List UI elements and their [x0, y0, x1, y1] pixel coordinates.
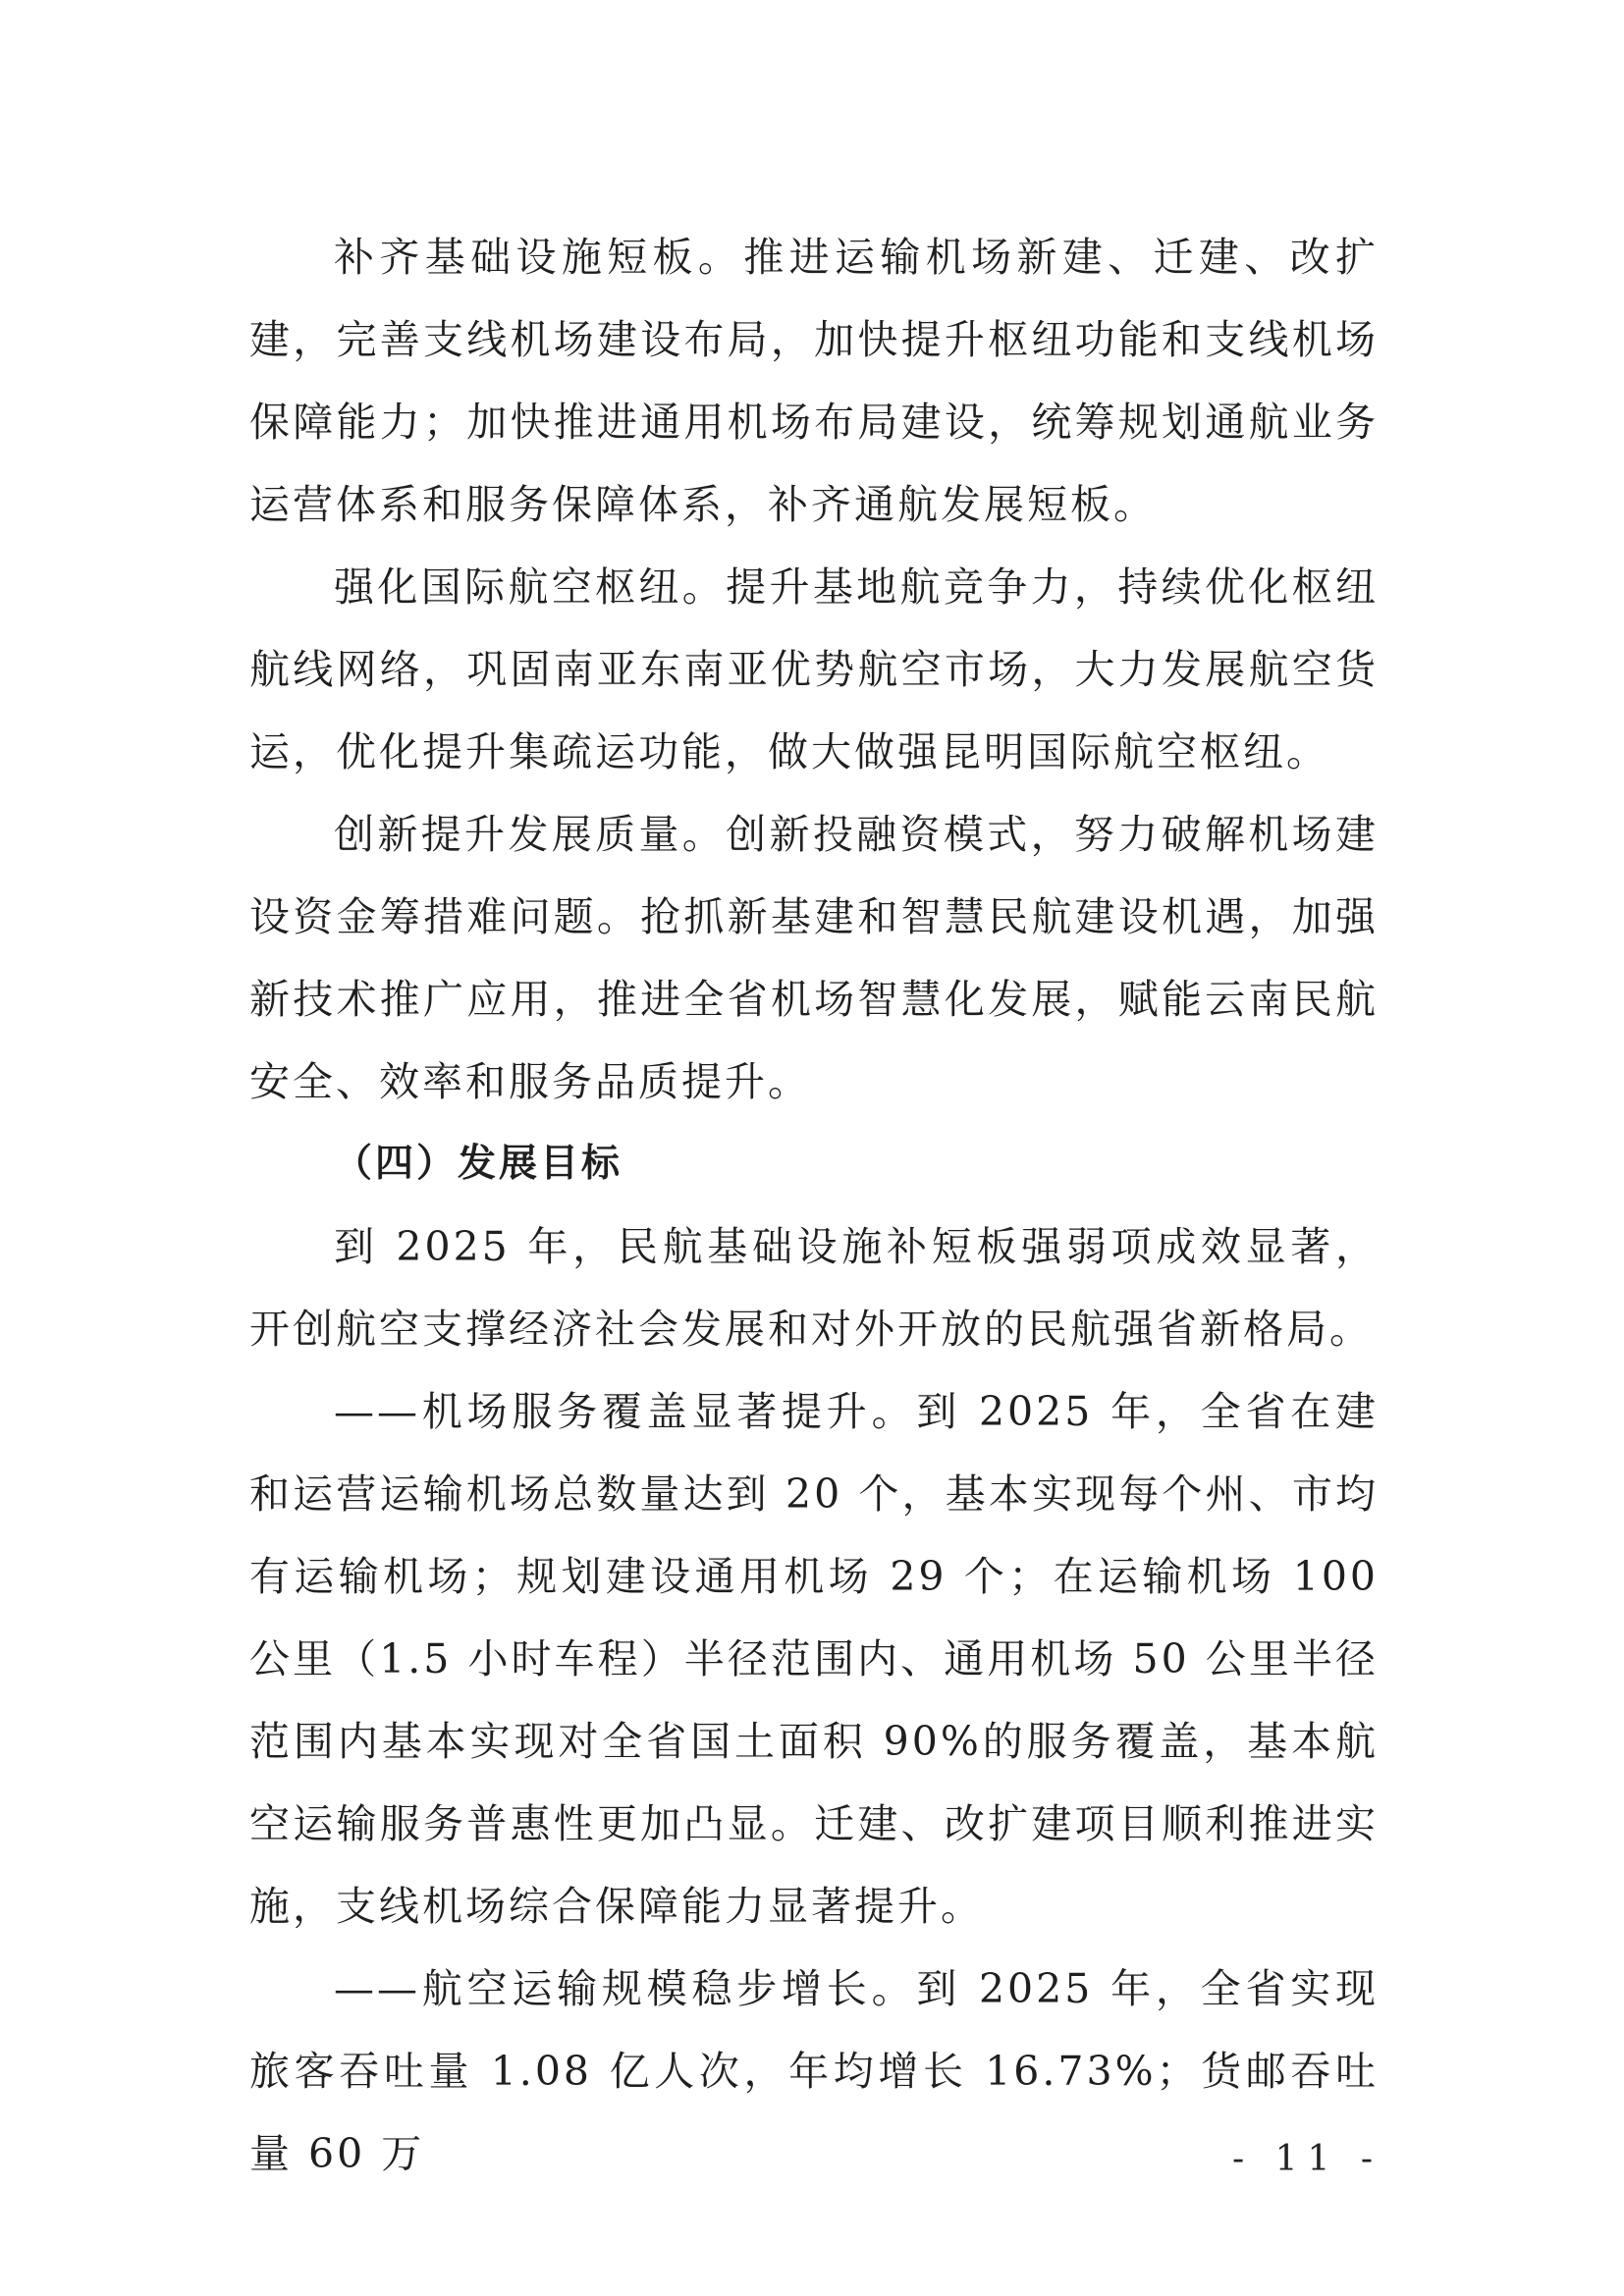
- document-body: [249, 216, 1379, 2195]
- paragraph-goal-intro: 到 2025 年，民航基础设施补短板强弱项成效显著，开创航空支撑经济社会发展和对外开放的民航强省新格局。: [249, 1223, 1379, 1353]
- paragraph-development-quality: 创新提升发展质量。创新投融资模式，努力破解机场建设资金筹措难问题。抢抓新基建和智慧民航建设机遇，加强新技术推广应用，推进全省机场智慧化发展，赋能云南民航安全、效率和服务品质提升。: [249, 811, 1379, 1105]
- paragraph-international-hub: 强化国际航空枢纽。提升基地航竞争力，持续优化枢纽航线网络，巩固南亚东南亚优势航空市场，大力发展航空货运，优化提升集疏运功能，做大做强昆明国际航空枢纽。: [249, 563, 1379, 775]
- paragraph-transport-scale: ——航空运输规模稳步增长。到 2025 年，全省实现旅客吞吐量 1.08 亿人次，年均增长 16.73%；货邮吞吐量 60 万: [249, 1965, 1379, 2177]
- paragraph-infrastructure: 补齐基础设施短板。推进运输机场新建、迁建、改扩建，完善支线机场建设布局，加快提升枢纽功能和支线机场保障能力；加快推进通用机场布局建设，统筹规划通航业务运营体系和服务保障体系，补齐通航发展短板。: [249, 234, 1379, 528]
- paragraph-airport-coverage: ——机场服务覆盖显著提升。到 2025 年，全省在建和运营运输机场总数量达到 20 个，基本实现每个州、市均有运输机场；规划建设通用机场 29 个；在运输机场 100 公里（1.5 小时车程）半径范围内、通用机场 50 公里半径范围内基本实现对全省国土面积 90%的服务覆盖，基本航空运输服务普惠性更加凸显。迁建、改扩建项目顺利推进实施，支线机场综合保障能力显著提升。: [249, 1388, 1379, 1930]
- section-heading: （四）发展目标: [334, 1142, 623, 1186]
- page-number: - 11 -: [1231, 2139, 1382, 2179]
